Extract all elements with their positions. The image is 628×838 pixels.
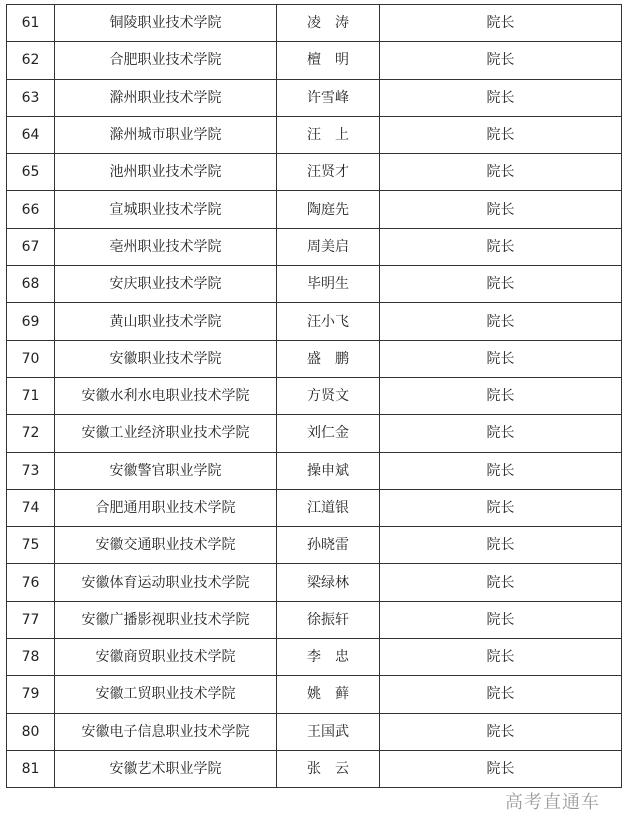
row-number: 69 xyxy=(7,303,55,340)
row-number: 79 xyxy=(7,676,55,713)
table-row xyxy=(7,601,622,638)
table-row xyxy=(7,266,622,303)
school-name: 安徽电子信息职业技术学院 xyxy=(55,713,277,750)
school-name: 铜陵职业技术学院 xyxy=(55,5,277,42)
school-name: 安徽艺术职业学院 xyxy=(55,750,277,787)
school-name: 安徽广播影视职业技术学院 xyxy=(55,601,277,638)
president-name: 孙晓雷 xyxy=(277,527,380,564)
president-name: 凌 涛 xyxy=(277,5,380,42)
position-title: 院长 xyxy=(380,489,622,526)
table-row xyxy=(7,639,622,676)
school-name: 安徽体育运动职业技术学院 xyxy=(55,564,277,601)
school-name: 合肥通用职业技术学院 xyxy=(55,489,277,526)
table-row xyxy=(7,228,622,265)
position-title: 院长 xyxy=(380,415,622,452)
row-number: 70 xyxy=(7,340,55,377)
row-number: 78 xyxy=(7,639,55,676)
position-title: 院长 xyxy=(380,303,622,340)
row-number: 80 xyxy=(7,713,55,750)
school-name: 合肥职业技术学院 xyxy=(55,42,277,79)
row-number: 65 xyxy=(7,154,55,191)
position-title: 院长 xyxy=(380,191,622,228)
table-row xyxy=(7,191,622,228)
president-name: 江道银 xyxy=(277,489,380,526)
position-title: 院长 xyxy=(380,452,622,489)
president-name: 操申斌 xyxy=(277,452,380,489)
position-title: 院长 xyxy=(380,527,622,564)
president-name: 毕明生 xyxy=(277,266,380,303)
position-title: 院长 xyxy=(380,713,622,750)
school-name: 安徽工业经济职业技术学院 xyxy=(55,415,277,452)
school-name: 池州职业技术学院 xyxy=(55,154,277,191)
president-name: 汪 上 xyxy=(277,116,380,153)
position-title: 院长 xyxy=(380,5,622,42)
position-title: 院长 xyxy=(380,266,622,303)
watermark: 高考直通车 xyxy=(505,792,600,813)
row-number: 61 xyxy=(7,5,55,42)
table-row xyxy=(7,42,622,79)
president-name: 周美启 xyxy=(277,228,380,265)
row-number: 81 xyxy=(7,750,55,787)
school-name: 安徽商贸职业技术学院 xyxy=(55,639,277,676)
president-name: 汪贤才 xyxy=(277,154,380,191)
position-title: 院长 xyxy=(380,42,622,79)
table-row xyxy=(7,527,622,564)
president-name: 汪小飞 xyxy=(277,303,380,340)
president-name: 方贤文 xyxy=(277,377,380,414)
school-name: 安庆职业技术学院 xyxy=(55,266,277,303)
school-name: 安徽交通职业技术学院 xyxy=(55,527,277,564)
school-name: 安徽工贸职业技术学院 xyxy=(55,676,277,713)
school-name: 滁州城市职业学院 xyxy=(55,116,277,153)
president-name: 梁绿林 xyxy=(277,564,380,601)
row-number: 72 xyxy=(7,415,55,452)
table-row xyxy=(7,5,622,42)
college-president-table xyxy=(6,4,622,788)
president-name: 檀 明 xyxy=(277,42,380,79)
president-name: 盛 鹏 xyxy=(277,340,380,377)
president-name: 刘仁金 xyxy=(277,415,380,452)
table-row xyxy=(7,79,622,116)
president-name: 张 云 xyxy=(277,750,380,787)
table-row xyxy=(7,154,622,191)
position-title: 院长 xyxy=(380,676,622,713)
table-row xyxy=(7,452,622,489)
table-row xyxy=(7,377,622,414)
table-row xyxy=(7,489,622,526)
table-row xyxy=(7,116,622,153)
row-number: 64 xyxy=(7,116,55,153)
position-title: 院长 xyxy=(380,377,622,414)
school-name: 安徽职业技术学院 xyxy=(55,340,277,377)
position-title: 院长 xyxy=(380,750,622,787)
table-row xyxy=(7,750,622,787)
row-number: 76 xyxy=(7,564,55,601)
table-row xyxy=(7,564,622,601)
table-row xyxy=(7,415,622,452)
table-row xyxy=(7,713,622,750)
row-number: 75 xyxy=(7,527,55,564)
school-name: 安徽水利水电职业技术学院 xyxy=(55,377,277,414)
position-title: 院长 xyxy=(380,340,622,377)
row-number: 67 xyxy=(7,228,55,265)
row-number: 71 xyxy=(7,377,55,414)
position-title: 院长 xyxy=(380,154,622,191)
position-title: 院长 xyxy=(380,79,622,116)
row-number: 68 xyxy=(7,266,55,303)
row-number: 62 xyxy=(7,42,55,79)
table-row xyxy=(7,676,622,713)
president-name: 徐振轩 xyxy=(277,601,380,638)
school-name: 安徽警官职业学院 xyxy=(55,452,277,489)
school-name: 滁州职业技术学院 xyxy=(55,79,277,116)
row-number: 63 xyxy=(7,79,55,116)
table-row xyxy=(7,303,622,340)
position-title: 院长 xyxy=(380,228,622,265)
president-name: 许雪峰 xyxy=(277,79,380,116)
position-title: 院长 xyxy=(380,564,622,601)
position-title: 院长 xyxy=(380,601,622,638)
school-name: 宣城职业技术学院 xyxy=(55,191,277,228)
president-name: 李 忠 xyxy=(277,639,380,676)
row-number: 74 xyxy=(7,489,55,526)
school-name: 亳州职业技术学院 xyxy=(55,228,277,265)
president-name: 王国武 xyxy=(277,713,380,750)
president-name: 姚 藓 xyxy=(277,676,380,713)
school-name: 黄山职业技术学院 xyxy=(55,303,277,340)
row-number: 66 xyxy=(7,191,55,228)
table-row xyxy=(7,340,622,377)
table-body xyxy=(7,5,622,788)
row-number: 73 xyxy=(7,452,55,489)
president-name: 陶庭先 xyxy=(277,191,380,228)
position-title: 院长 xyxy=(380,116,622,153)
position-title: 院长 xyxy=(380,639,622,676)
row-number: 77 xyxy=(7,601,55,638)
